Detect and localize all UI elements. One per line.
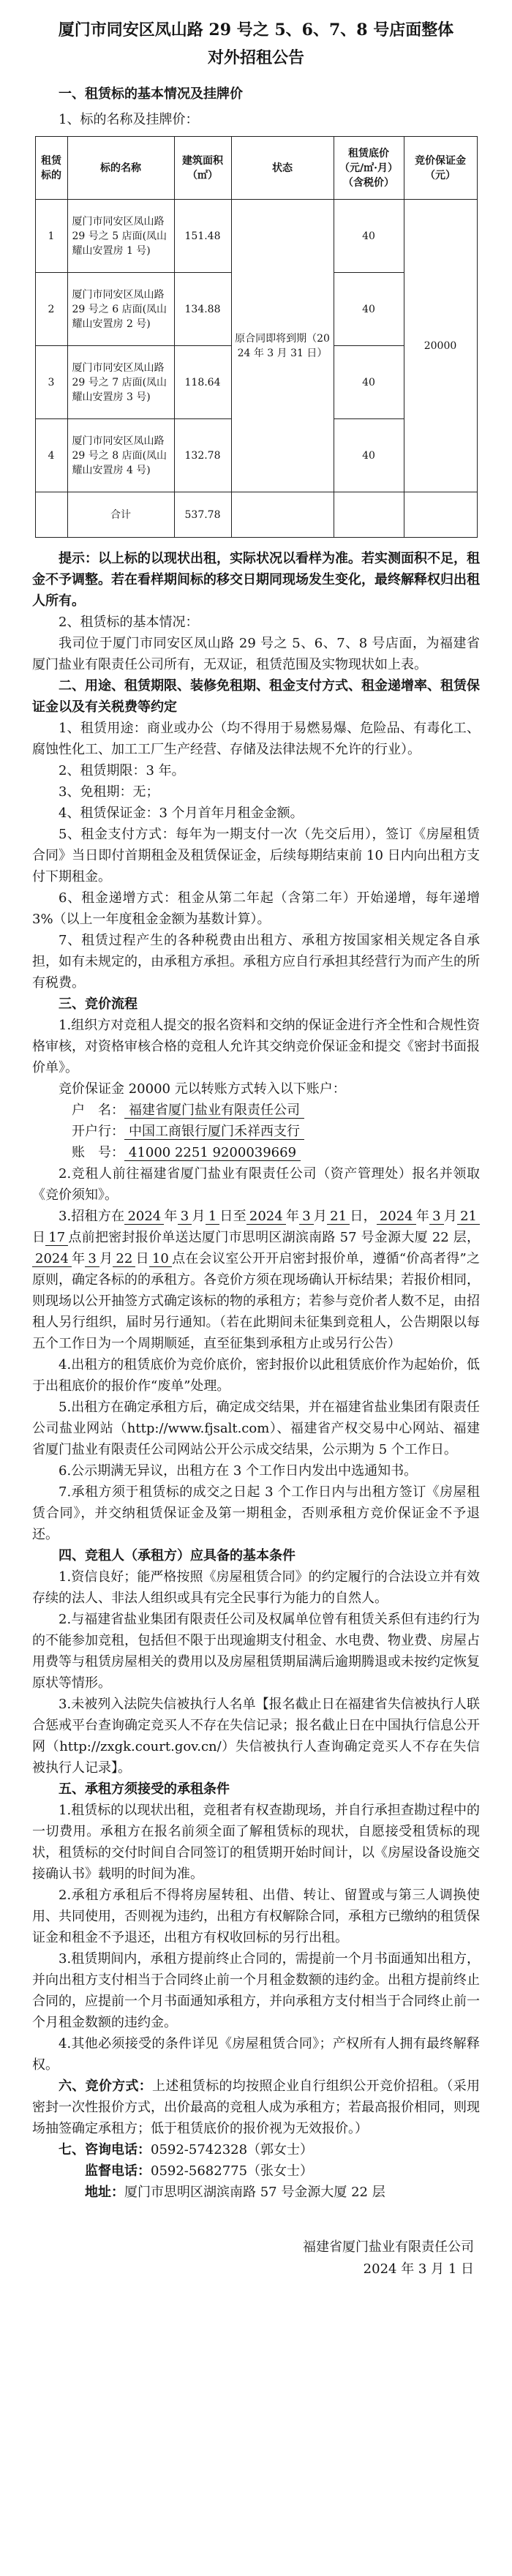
- text-run: 年: [285, 1209, 300, 1224]
- text-run: 月: [443, 1209, 458, 1224]
- section-1-item-2: 2、租赁标的基本情况：: [59, 615, 199, 630]
- row-number: 2: [35, 273, 67, 346]
- text-run: 点前把密封报价单送达厦门市思明区湖滨南路 57 号金源大厦 22 层，: [68, 1230, 480, 1245]
- section-3-item-1: 1.组织方对竞租人提交的报名资料和交纳的保证金进行齐全性和合规性资格审核，对资格审核合格的竞租人允许其交纳竞价保证金和提交《密封书面报价单》。: [32, 1018, 480, 1075]
- header-deposit: 竞价保证金（元）: [404, 137, 477, 200]
- deposit-cell: 20000: [404, 200, 477, 492]
- header-name: 标的名称: [67, 137, 174, 200]
- row-number: 1: [35, 200, 67, 273]
- filled-blank: 3: [429, 1209, 443, 1225]
- text-run: 点在会议室公开开启密封报价单，遵循“价高者得”之原则，确定各标的的承租方。各竞价方须在现场确认开标结果；若报价相同，则现场以公开抽签方式确定该标的物的承租方；若参与竞价者人数不足，由招租人另行组织，届时另行通知。（若在此期间未征集到竞租人，公告期限以每五个工作日为一个周期顺延，直至征集到承租方止或另行公告）: [32, 1251, 481, 1351]
- total-area: 537.78: [174, 492, 231, 538]
- section-1-heading: 一、租赁标的基本情况及挂牌价: [59, 86, 243, 102]
- account-number-line: [32, 1142, 480, 1163]
- account-name-label: 户 名：: [72, 1103, 124, 1118]
- section-3-item-5: 5.出租方在确定承租方后，确定成交结果，并在福建省盐业集团有限责任公司盐业网站（http://www.fjsalt.com）、福建省产权交易中心网站、福建省厦门盐业有限责任公司网站公开公示成交结果，公示期为 5 个工作日。: [32, 1400, 480, 1457]
- section-3-item-4: 4.出租方的租赁底价为竞价底价，密封报价以此租赁底价作为起始价，低于出租底价的报价作“废单”处理。: [32, 1357, 480, 1394]
- status-cell: 原合同即将到期（2024 年 3 月 31 日）: [231, 200, 334, 492]
- filled-blank: 2024: [377, 1209, 416, 1225]
- address-line: [32, 2182, 480, 2203]
- row-area: 151.48: [174, 200, 231, 273]
- text-run: 日: [135, 1251, 149, 1266]
- document-title: [32, 16, 480, 72]
- filled-blank: 2024: [124, 1209, 164, 1225]
- signature-date: 2024 年 3 月 1 日: [363, 2261, 474, 2277]
- section-4-item: 3.未被列入法院失信被执行人名单【报名截止日在福建省失信被执行人联合惩戒平台查询确定竞买人不存在失信记录；报名截止日在中国执行信息公开网（http://zxgk.court.gov.cn/）失信被执行人查询确定竞买人不存在失信被执行人记录】。: [32, 1697, 480, 1776]
- signature-company: 福建省厦门盐业有限责任公司: [303, 2239, 474, 2255]
- row-price: 40: [334, 346, 404, 419]
- bid-method-label: 六、竞价方式：: [59, 2079, 153, 2094]
- contact-phone-value: 0592-5742328（郭女士）: [151, 2142, 314, 2158]
- filled-blank: 21: [457, 1209, 480, 1225]
- row-area: 132.78: [174, 419, 231, 492]
- section-3-item-7: 7.承租方须于租赁标的成交之日起 3 个工作日内与出租方签订《房屋租赁合同》，并交纳租赁保证金及第一期租金，否则承租方竞价保证金不予退还。: [32, 1484, 480, 1542]
- section-2-item: 1、租赁用途：商业或办公（均不得用于易燃易爆、危险品、有毒化工、腐蚀性化工、加工工厂生产经营、存储及法律法规不允许的行业）。: [32, 721, 480, 757]
- row-name: 厦门市同安区凤山路 29 号之 7 店面(凤山耀山安置房 3 号): [67, 346, 174, 419]
- supervision-phone-line: [32, 2160, 480, 2182]
- filled-blank: 17: [45, 1230, 68, 1246]
- section-1-item-1: 1、标的名称及挂牌价：: [59, 112, 199, 127]
- filled-blank: 22: [113, 1251, 135, 1267]
- section-1-item-2-text: 我司位于厦门市同安区凤山路 29 号之 5、6、7、8 号店面，为福建省厦门盐业有限责任公司所有，无双证，租赁范围及实物现状如上表。: [32, 636, 480, 672]
- section-3-item-2: 2.竞租人前往福建省厦门盐业有限责任公司（资产管理处）报名并领取《竞价须知》。: [32, 1166, 480, 1203]
- account-bank-value: 中国工商银行厦门禾祥西支行: [124, 1124, 304, 1140]
- section-2-item: 3、免租期：无；: [59, 784, 159, 800]
- section-2-item: 4、租赁保证金：3 个月首年月租金金额。: [59, 806, 304, 821]
- row-price: 40: [334, 419, 404, 492]
- row-name: 厦门市同安区凤山路 29 号之 6 店面(凤山耀山安置房 2 号): [67, 273, 174, 346]
- section-5-item: 3.租赁期间内，承租方提前终止合同的，需提前一个月书面通知出租方，并向出租方支付相当于合同终止前一个月租金数额的违约金。出租方提前终止合同的，应提前一个月书面通知承租方，并向承租方支付相当于合同终止前一个月租金数额的违约金。: [32, 1951, 480, 2030]
- total-empty-cell: [334, 492, 404, 538]
- filled-blank: 21: [327, 1209, 350, 1225]
- section-4-item: 2.与福建省盐业集团有限责任公司及权属单位曾有租赁关系但有违约行为的不能参加竞租，包括但不限于出现逾期支付租金、水电费、物业费、房屋占用费等与租赁房屋相关的费用以及房屋租赁期届满后逾期腾退或未按约定恢复原状等情形。: [32, 1612, 480, 1691]
- text-run: 日至: [219, 1209, 246, 1224]
- row-number: 4: [35, 419, 67, 492]
- total-label: 合计: [67, 492, 174, 538]
- section-2-item: 5、租金支付方式：每年为一期支付一次（先交后用），签订《房屋租赁合同》当日即付首期租金及租赁保证金，后续每期结束前 10 日内向出租方支付下期租金。: [32, 827, 480, 885]
- filled-blank: 2024: [246, 1209, 286, 1225]
- contact-phone-label: 七、咨询电话：: [59, 2142, 151, 2158]
- row-area: 134.88: [174, 273, 231, 346]
- supervision-phone-value: 0592-5682775（张女士）: [151, 2163, 314, 2179]
- section-5-heading: 五、承租方须接受的承租条件: [59, 1781, 230, 1797]
- text-run: 年: [415, 1209, 430, 1224]
- section-4-item: 1.资信良好；能严格按照《房屋租赁合同》的约定履行的合法设立并有效存续的法人、非法人组织或具有完全民事行为能力的自然人。: [32, 1569, 480, 1606]
- text-run: 月: [313, 1209, 328, 1224]
- account-name-value: 福建省厦门盐业有限责任公司: [124, 1103, 304, 1119]
- section-2-item: 7、租赁过程产生的各种税费由出租方、承租方按国家相关规定各自承担，如有未规定的，由承租方承担。承租方应自行承担其经营行为而产生的所有税费。: [32, 933, 480, 991]
- bid-method-text: 上述租赁标的均按照企业自行组织公开竞价招租。（采用密封一次性报价方式，出价最高的竞租人成为承租方；若最高报价相同，则现场抽签确定承租方；低于租赁底价的报价视为无效报价。）: [32, 2079, 481, 2136]
- row-number: 3: [35, 346, 67, 419]
- text-run: 日，: [350, 1209, 377, 1224]
- table-row: [35, 200, 477, 273]
- supervision-phone-label: 监督电话：: [85, 2163, 151, 2179]
- filled-blank: 10: [149, 1251, 172, 1267]
- text-run: 日: [32, 1230, 46, 1245]
- text-run: 3.招租方在: [59, 1209, 125, 1224]
- text-run: 年: [71, 1251, 86, 1266]
- header-price: 租赁底价（元/㎡·月）（含税价）: [334, 137, 404, 200]
- header-area: 建筑面积（㎡）: [174, 137, 231, 200]
- header-status: 状态: [231, 137, 334, 200]
- section-4-heading: 四、竞租人（承租方）应具备的基本条件: [59, 1548, 295, 1563]
- section-2-heading: 二、用途、租赁期限、装修免租期、租金支付方式、租金递增率、租赁保证金以及有关税费等约定: [32, 678, 480, 715]
- total-empty-cell: [35, 492, 67, 538]
- account-number-value: 41000 2251 9200039669: [124, 1145, 301, 1161]
- filled-blank: 3: [178, 1209, 192, 1225]
- account-name-line: [32, 1100, 480, 1121]
- bid-method-paragraph: [32, 2076, 480, 2139]
- signature-block: [32, 2237, 480, 2280]
- header-target: 租赁标的: [35, 137, 67, 200]
- filled-blank: 2024: [32, 1251, 72, 1267]
- account-bank-label: 开户行：: [72, 1124, 124, 1139]
- section-5-item: 1.租赁标的以现状出租，竞租者有权查勘现场，并自行承担查勘过程中的一切费用。承租方在报名前须全面了解租赁标的现状，自愿接受租赁标的现状，租赁标的交付时间自合同签订的租赁期开始时间计，以《房屋设备设施交接确认书》载明的时间为准。: [32, 1803, 480, 1882]
- address-label: 地址：: [85, 2185, 124, 2200]
- section-2-item: 6、租金递增方式：租金从第二年起（含第二年）开始递增，每年递增 3%（以上一年度租金金额为基数计算）。: [32, 890, 480, 927]
- title-line-1: 厦门市同安区凤山路 29 号之 5、6、7、8 号店面整体: [58, 20, 454, 40]
- total-empty-cell: [231, 492, 334, 538]
- row-area: 118.64: [174, 346, 231, 419]
- address-value: 厦门市思明区湖滨南路 57 号金源大厦 22 层: [124, 2185, 385, 2200]
- filled-blank: 3: [85, 1251, 99, 1267]
- row-name: 厦门市同安区凤山路 29 号之 8 店面(凤山耀山安置房 4 号): [67, 419, 174, 492]
- filled-blank: 1: [206, 1209, 219, 1225]
- text-run: 月: [99, 1251, 113, 1266]
- table-total-row: [35, 492, 477, 538]
- section-3-item-3: [32, 1206, 480, 1354]
- section-3-heading: 三、竞价流程: [59, 996, 138, 1012]
- title-line-2: 对外招租公告: [207, 48, 304, 67]
- text-run: 年: [164, 1209, 178, 1224]
- filled-blank: 3: [299, 1209, 313, 1225]
- total-empty-cell: [404, 492, 477, 538]
- account-number-label: 账 号：: [72, 1145, 124, 1160]
- row-price: 40: [334, 200, 404, 273]
- table-header-row: [35, 137, 477, 200]
- section-2-item: 2、租赁期限：3 年。: [59, 763, 185, 778]
- row-price: 40: [334, 273, 404, 346]
- text-run: 月: [192, 1209, 206, 1224]
- deposit-note: 竞价保证金 20000 元以转账方式转入以下账户：: [59, 1081, 346, 1097]
- listing-table: [35, 136, 478, 538]
- row-name: 厦门市同安区凤山路 29 号之 5 店面(凤山耀山安置房 1 号): [67, 200, 174, 273]
- account-bank-line: [32, 1121, 480, 1142]
- section-5-item: 2.承租方承租后不得将房屋转租、出借、转让、留置或与第三人调换使用、共同使用，否则视为违约，出租方有权解除合同，承租方已缴纳的租赁保证金和租金不予退还，出租方有权收回标的另行出租。: [32, 1888, 480, 1945]
- section-3-item-6: 6.公示期满无异议，出租方在 3 个工作日内发出中选通知书。: [59, 1463, 418, 1479]
- contact-phone-line: [32, 2139, 480, 2160]
- tip-paragraph: 提示：以上标的以现状出租，实际状况以看样为准。若实测面积不足，租金不予调整。若在看样期间标的移交日期同现场发生变化，最终解释权归出租人所有。: [32, 551, 480, 609]
- section-5-item: 4.其他必须接受的条件详见《房屋租赁合同》；产权所有人拥有最终解释权。: [32, 2036, 480, 2073]
